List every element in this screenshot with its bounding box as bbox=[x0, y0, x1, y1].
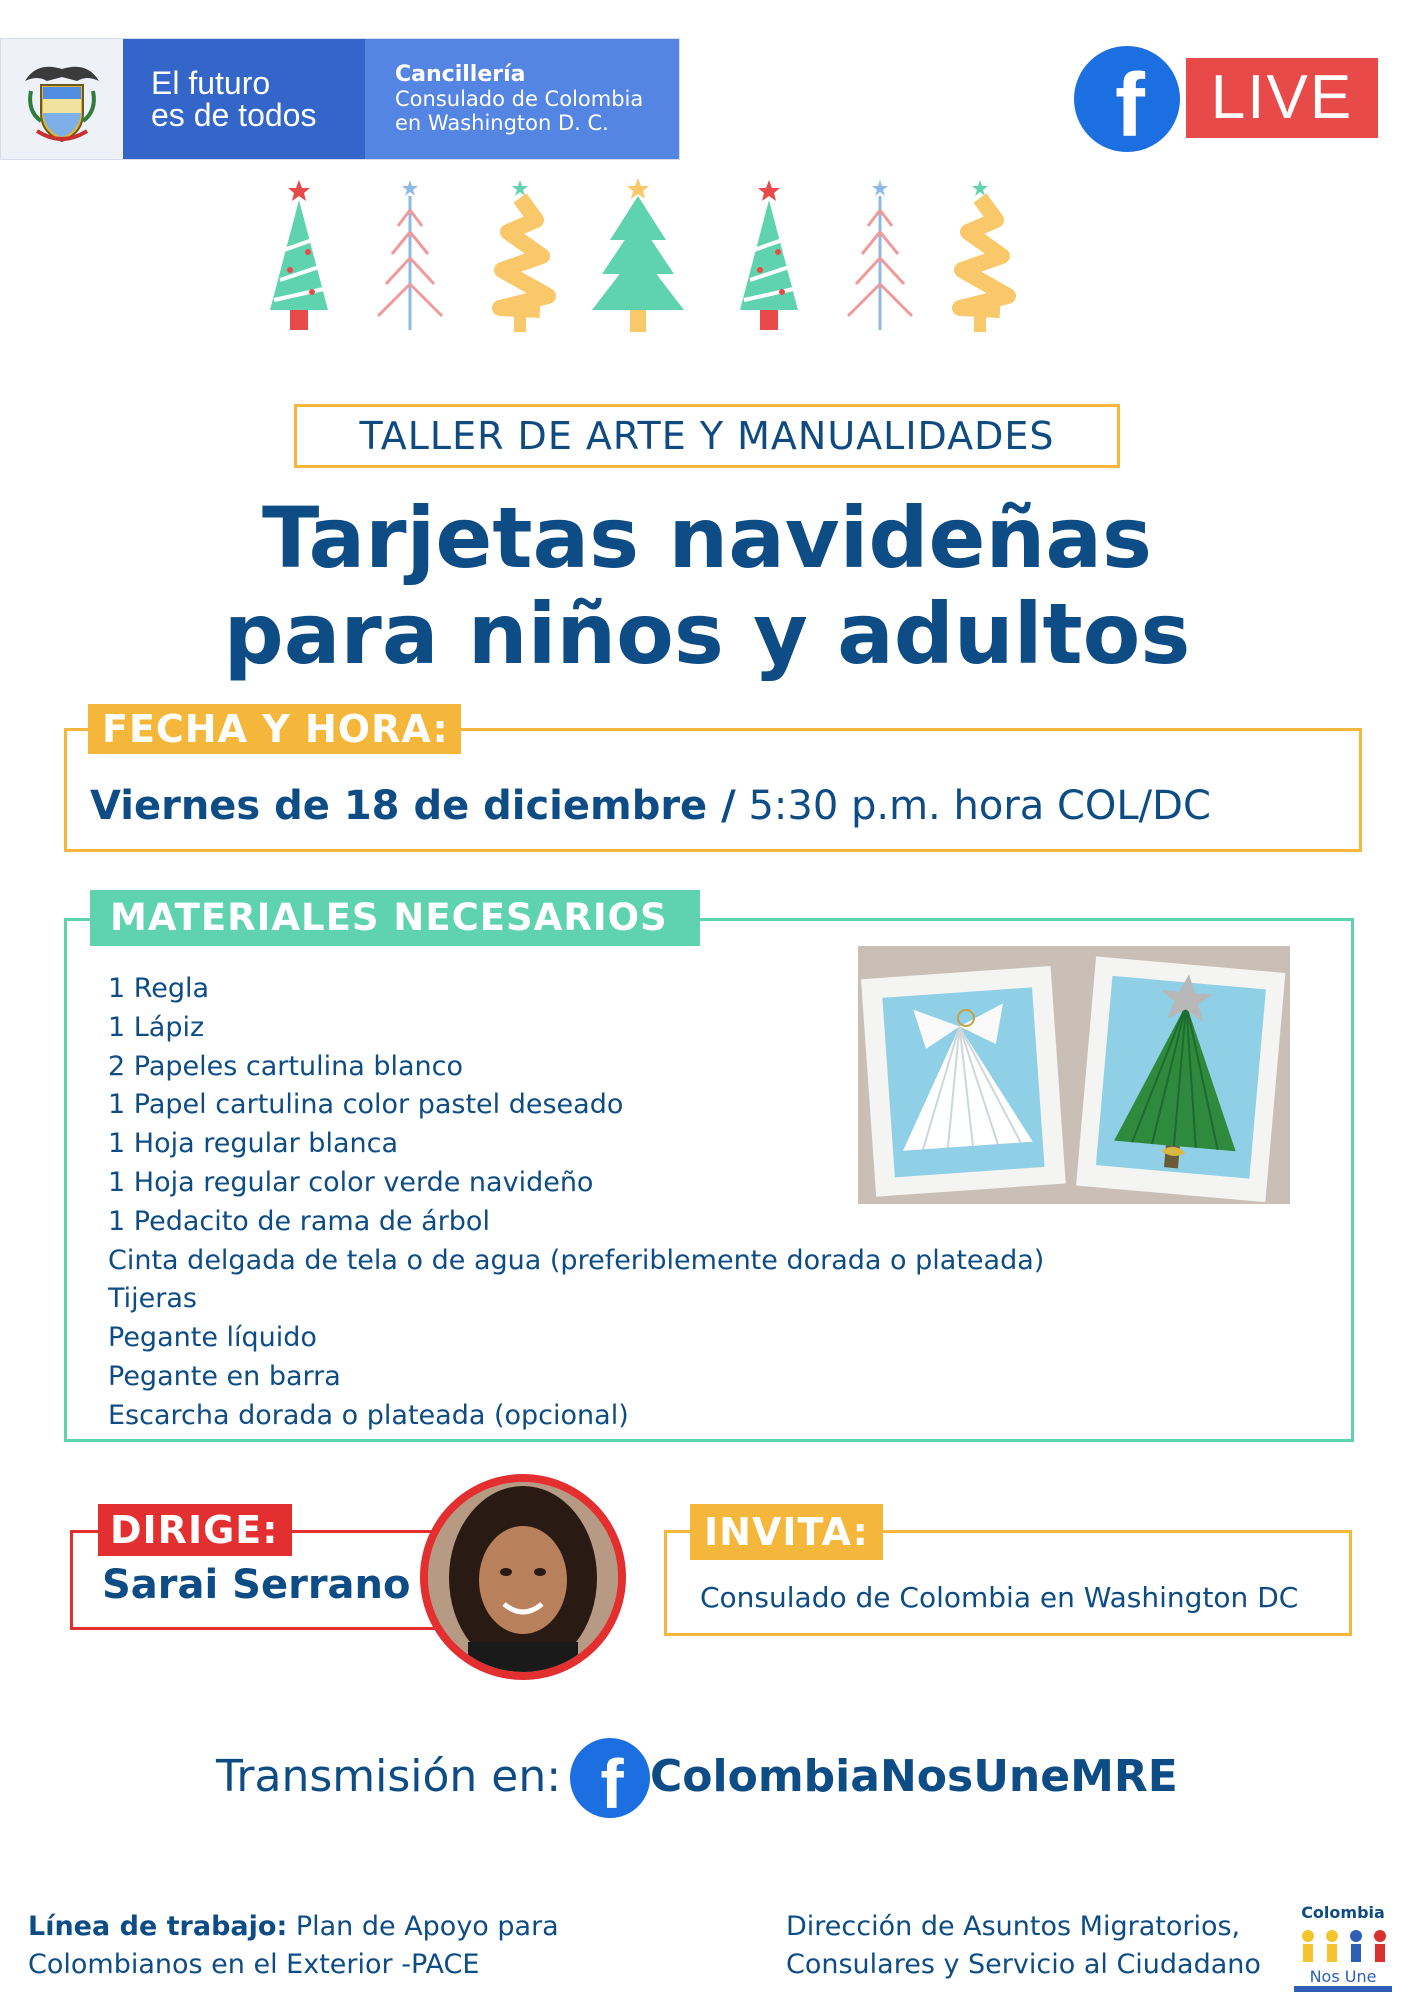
coat-of-arms-logo bbox=[1, 39, 123, 159]
list-item: 2 Papeles cartulina blanco bbox=[108, 1050, 463, 1082]
facebook-page-link[interactable]: ColombiaNosUneMRE bbox=[650, 1751, 1178, 1802]
footer-program bbox=[28, 1908, 559, 1984]
invite-text: Consulado de Colombia en Washington DC bbox=[700, 1581, 1299, 1614]
page-title bbox=[100, 490, 1314, 682]
title-line-1: Tarjetas navideñas bbox=[261, 489, 1153, 587]
tree-icon bbox=[848, 180, 912, 330]
list-item: 1 Papel cartulina color pastel deseado bbox=[108, 1089, 624, 1121]
tree-icon bbox=[960, 180, 1008, 332]
directorate-line-2: Consulares y Servicio al Ciudadano bbox=[786, 1949, 1261, 1980]
list-item: 1 Lápiz bbox=[108, 1011, 205, 1043]
list-item: 1 Pedacito de rama de árbol bbox=[108, 1205, 490, 1237]
list-item: Pegante en barra bbox=[108, 1360, 341, 1392]
workshop-category: TALLER DE ARTE Y MANUALIDADES bbox=[294, 404, 1120, 468]
facebook-icon: f bbox=[1074, 46, 1180, 152]
directorate-line-1: Dirección de Asuntos Migratorios, bbox=[786, 1911, 1241, 1942]
list-item: Pegante líquido bbox=[108, 1322, 317, 1354]
host-label: DIRIGE: bbox=[98, 1504, 292, 1556]
consulate-name: Consulado de Colombia bbox=[395, 87, 644, 111]
list-item: 1 Hoja regular color verde navideño bbox=[108, 1166, 594, 1198]
materials-label: MATERIALES NECESARIOS bbox=[90, 890, 700, 946]
list-item: Cinta delgada de tela o de agua (preferiblemente dorada o plateada) bbox=[108, 1244, 1045, 1276]
christmas-trees-decoration bbox=[250, 170, 1150, 350]
broadcast-label: Transmisión en: bbox=[216, 1751, 562, 1802]
program-text-1: Plan de Apoyo para bbox=[287, 1911, 559, 1942]
list-item: 1 Regla bbox=[108, 973, 210, 1004]
title-line-2: para niños y adultos bbox=[223, 585, 1191, 683]
ministry-name: Cancillería bbox=[395, 62, 526, 87]
header-banner bbox=[0, 38, 680, 160]
facebook-icon: f bbox=[570, 1738, 650, 1818]
list-item: Tijeras bbox=[108, 1283, 197, 1315]
government-slogan bbox=[123, 39, 365, 159]
tree-icon bbox=[592, 178, 684, 332]
program-label: Línea de trabajo: bbox=[28, 1911, 288, 1942]
invite-label: INVITA: bbox=[690, 1504, 883, 1560]
program-text-2: Colombianos en el Exterior -PACE bbox=[28, 1949, 480, 1980]
event-date: Viernes de 18 de diciembre / bbox=[90, 783, 736, 829]
live-badge: LIVE bbox=[1186, 58, 1378, 138]
colombia-nos-une-logo bbox=[1290, 1902, 1396, 1994]
logo-bottom-text: Nos Une bbox=[1309, 1967, 1377, 1986]
event-time: 5:30 p.m. hora COL/DC bbox=[735, 783, 1211, 829]
consulate-identity bbox=[365, 39, 679, 159]
logo-top-text: Colombia bbox=[1301, 1903, 1385, 1922]
tree-icon bbox=[378, 180, 442, 330]
tree-icon bbox=[270, 180, 328, 330]
event-datetime bbox=[90, 780, 1211, 832]
sample-cards-photo bbox=[858, 946, 1290, 1204]
list-item: 1 Hoja regular blanca bbox=[108, 1128, 398, 1160]
slogan-line-2: es de todos bbox=[151, 97, 317, 133]
avatar bbox=[420, 1474, 626, 1680]
tree-icon bbox=[740, 180, 798, 330]
list-item: Escarcha dorada o plateada (opcional) bbox=[108, 1399, 629, 1431]
host-name: Sarai Serrano bbox=[102, 1562, 411, 1608]
tree-icon bbox=[500, 180, 548, 332]
footer-directorate bbox=[786, 1908, 1261, 1984]
slogan-line-1: El futuro bbox=[151, 65, 271, 101]
date-label: FECHA Y HORA: bbox=[88, 704, 461, 754]
consulate-city: en Washington D. C. bbox=[395, 111, 609, 135]
